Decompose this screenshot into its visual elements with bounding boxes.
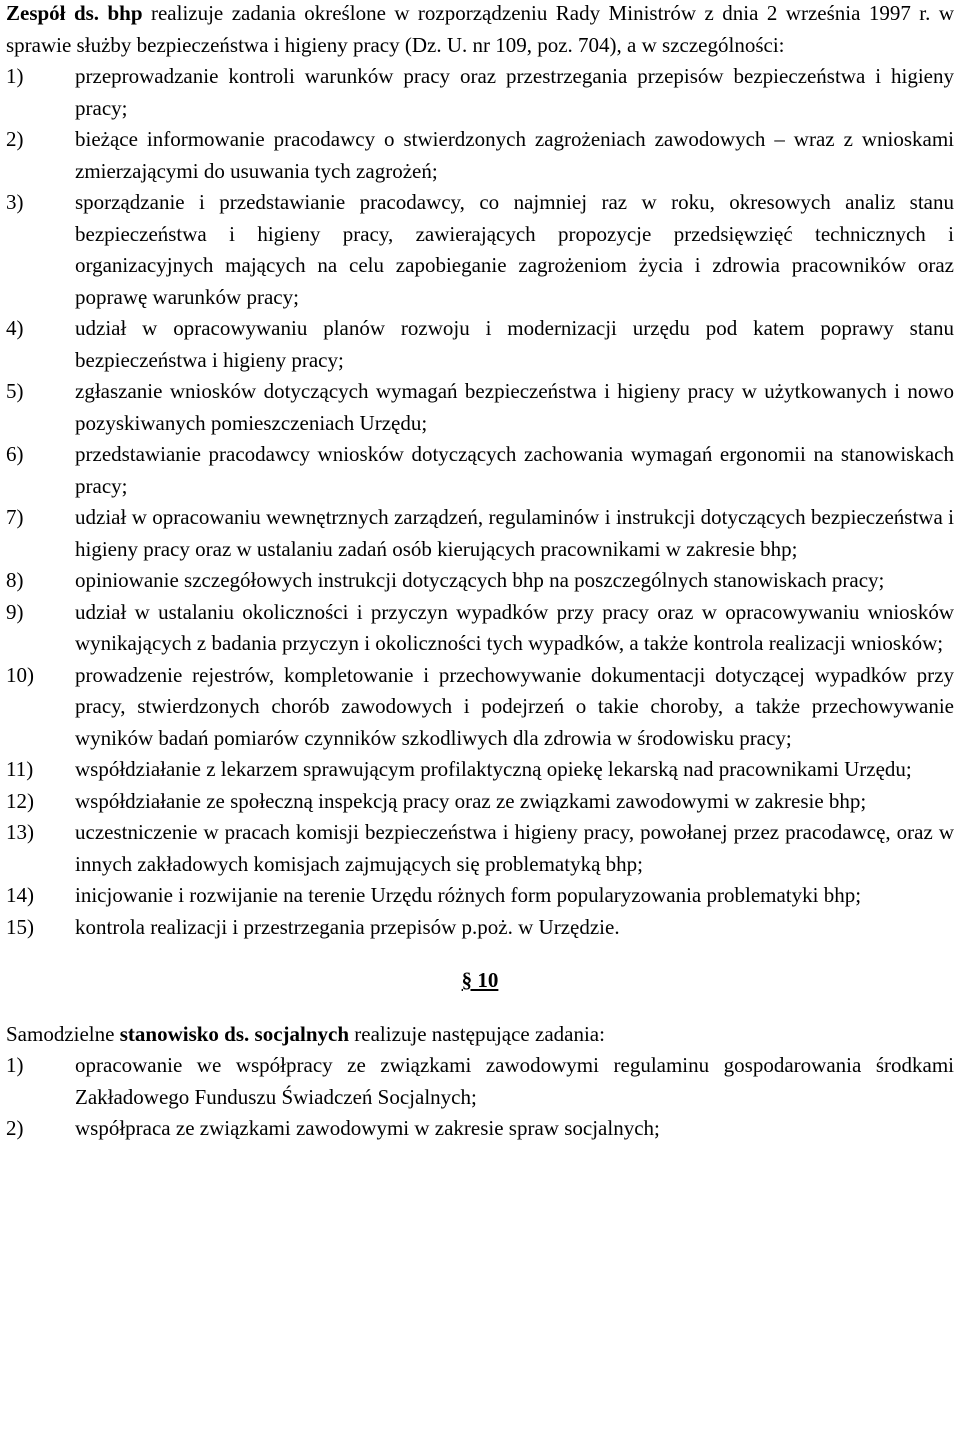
list-item-text: kontrola realizacji i przestrzegania przepisów p.poż. w Urzędzie.	[75, 914, 620, 939]
list-item	[6, 912, 954, 944]
list-item	[6, 502, 954, 565]
intro-text: realizuje zadania określone w rozporządzeniu Rady Ministrów z dnia 2 września 1997 r. w sprawie służby bezpieczeństwa i higieny pracy (Dz. U. nr 109, poz. 704), a w szczególności:	[6, 1, 954, 57]
social-prefix: Samodzielne	[6, 1021, 120, 1046]
list-item	[6, 597, 954, 660]
list-item	[6, 660, 954, 755]
list-item-number: 13)	[6, 820, 34, 844]
list-item-text: udział w ustalaniu okoliczności i przyczyn wypadków przy pracy oraz w opracowywaniu wniosków wynikających z badania przyczyn i okoliczności tych wypadków, a także kontrola realizacji wniosków;	[75, 599, 954, 655]
section-heading	[6, 965, 954, 997]
list-item-text: inicjowanie i rozwijanie na terenie Urzędu różnych form popularyzowania problematyki bhp;	[75, 883, 862, 907]
list-item-text: współpraca ze związkami zawodowymi w zakresie spraw socjalnych;	[75, 1116, 660, 1140]
intro-paragraph	[6, 0, 954, 61]
list-item	[6, 439, 954, 502]
list-item-text: przeprowadzanie kontroli warunków pracy oraz przestrzegania przepisów bezpieczeństwa i higieny pracy;	[75, 64, 954, 120]
list-item-number: 9)	[6, 599, 24, 624]
list-item-text: współdziałanie z lekarzem sprawującym profilaktyczną opiekę lekarską nad pracownikami Urzędu;	[75, 757, 912, 781]
list-item-number: 8)	[6, 568, 24, 592]
list-item-number: 11)	[6, 757, 34, 781]
intro-bold-lead: Zespół ds. bhp	[6, 1, 143, 25]
list-item-number: 1)	[6, 1053, 24, 1077]
list-item-number: 4)	[6, 316, 24, 340]
social-suffix: realizuje następujące zadania:	[349, 1021, 605, 1046]
bhp-task-list	[6, 61, 954, 943]
list-item	[6, 817, 954, 880]
list-item-number: 2)	[6, 1116, 24, 1140]
social-bold-1: stanowisko ds.	[119, 1021, 250, 1046]
list-item-number: 12)	[6, 788, 34, 813]
section-number: § 10	[461, 968, 499, 992]
list-item	[6, 786, 954, 818]
list-item-number: 3)	[6, 190, 24, 214]
list-item-text: uczestniczenie w pracach komisji bezpieczeństwa i higieny pracy, powołanej przez pracodawcę, oraz w innych zakładowych komisjach zajmujących się problematyką bhp;	[75, 820, 954, 876]
social-task-list	[6, 1050, 954, 1145]
list-item-number: 15)	[6, 914, 34, 939]
list-item	[6, 1113, 954, 1145]
list-item-text: udział w opracowaniu wewnętrznych zarządzeń, regulaminów i instrukcji dotyczących bezpieczeństwa i higieny pracy oraz w ustalaniu zadań osób kierujących pracownikami w zakresie bhp;	[75, 505, 954, 561]
list-item	[6, 313, 954, 376]
list-item-number: 1)	[6, 64, 24, 88]
list-item-text: bieżące informowanie pracodawcy o stwierdzonych zagrożeniach zawodowych – wraz z wnioskami zmierzającymi do usuwania tych zagrożeń;	[75, 127, 954, 183]
list-item-number: 6)	[6, 442, 24, 466]
list-item	[6, 124, 954, 187]
list-item-number: 2)	[6, 127, 24, 151]
list-item	[6, 187, 954, 313]
list-item-text: zgłaszanie wniosków dotyczących wymagań bezpieczeństwa i higieny pracy w użytkowanych i nowo pozyskiwanych pomieszczeniach Urzędu;	[75, 379, 954, 435]
list-item-number: 10)	[6, 662, 34, 687]
social-intro-paragraph	[6, 1019, 954, 1051]
list-item-number: 7)	[6, 505, 24, 529]
list-item-number: 14)	[6, 883, 34, 907]
list-item	[6, 880, 954, 912]
list-item	[6, 754, 954, 786]
list-item	[6, 61, 954, 124]
list-item-number: 5)	[6, 379, 24, 403]
list-item-text: opiniowanie szczegółowych instrukcji dotyczących bhp na poszczególnych stanowiskach pracy;	[75, 568, 885, 592]
list-item-text: przedstawianie pracodawcy wniosków dotyczących zachowania wymagań ergonomii na stanowiskach pracy;	[75, 442, 954, 498]
social-bold-2: socjalnych	[254, 1021, 350, 1046]
list-item-text: udział w opracowywaniu planów rozwoju i modernizacji urzędu pod katem poprawy stanu bezpieczeństwa i higieny pracy;	[75, 316, 954, 372]
list-item-text: współdziałanie ze społeczną inspekcją pracy oraz ze związkami zawodowymi w zakresie bhp;	[75, 788, 867, 813]
list-item-text: sporządzanie i przedstawianie pracodawcy, co najmniej raz w roku, okresowych analiz stanu bezpieczeństwa i higieny pracy, zawierających propozycje przedsięwzięć technicznych i organizacyjnych mających na celu zapobieganie zagrożeniom życia i zdrowia pracowników oraz poprawę warunków pracy;	[75, 190, 954, 309]
list-item	[6, 1050, 954, 1113]
list-item-text: opracowanie we współpracy ze związkami zawodowymi regulaminu gospodarowania środkami Zakładowego Funduszu Świadczeń Socjalnych;	[75, 1053, 954, 1109]
list-item	[6, 565, 954, 597]
list-item-text: prowadzenie rejestrów, kompletowanie i przechowywanie dokumentacji dotyczącej wypadków przy pracy, stwierdzonych chorób zawodowych i podejrzeń o takie choroby, a także przechowywanie wyników badań pomiarów czynników szkodliwych dla zdrowia w środowisku pracy;	[75, 662, 954, 750]
list-item	[6, 376, 954, 439]
